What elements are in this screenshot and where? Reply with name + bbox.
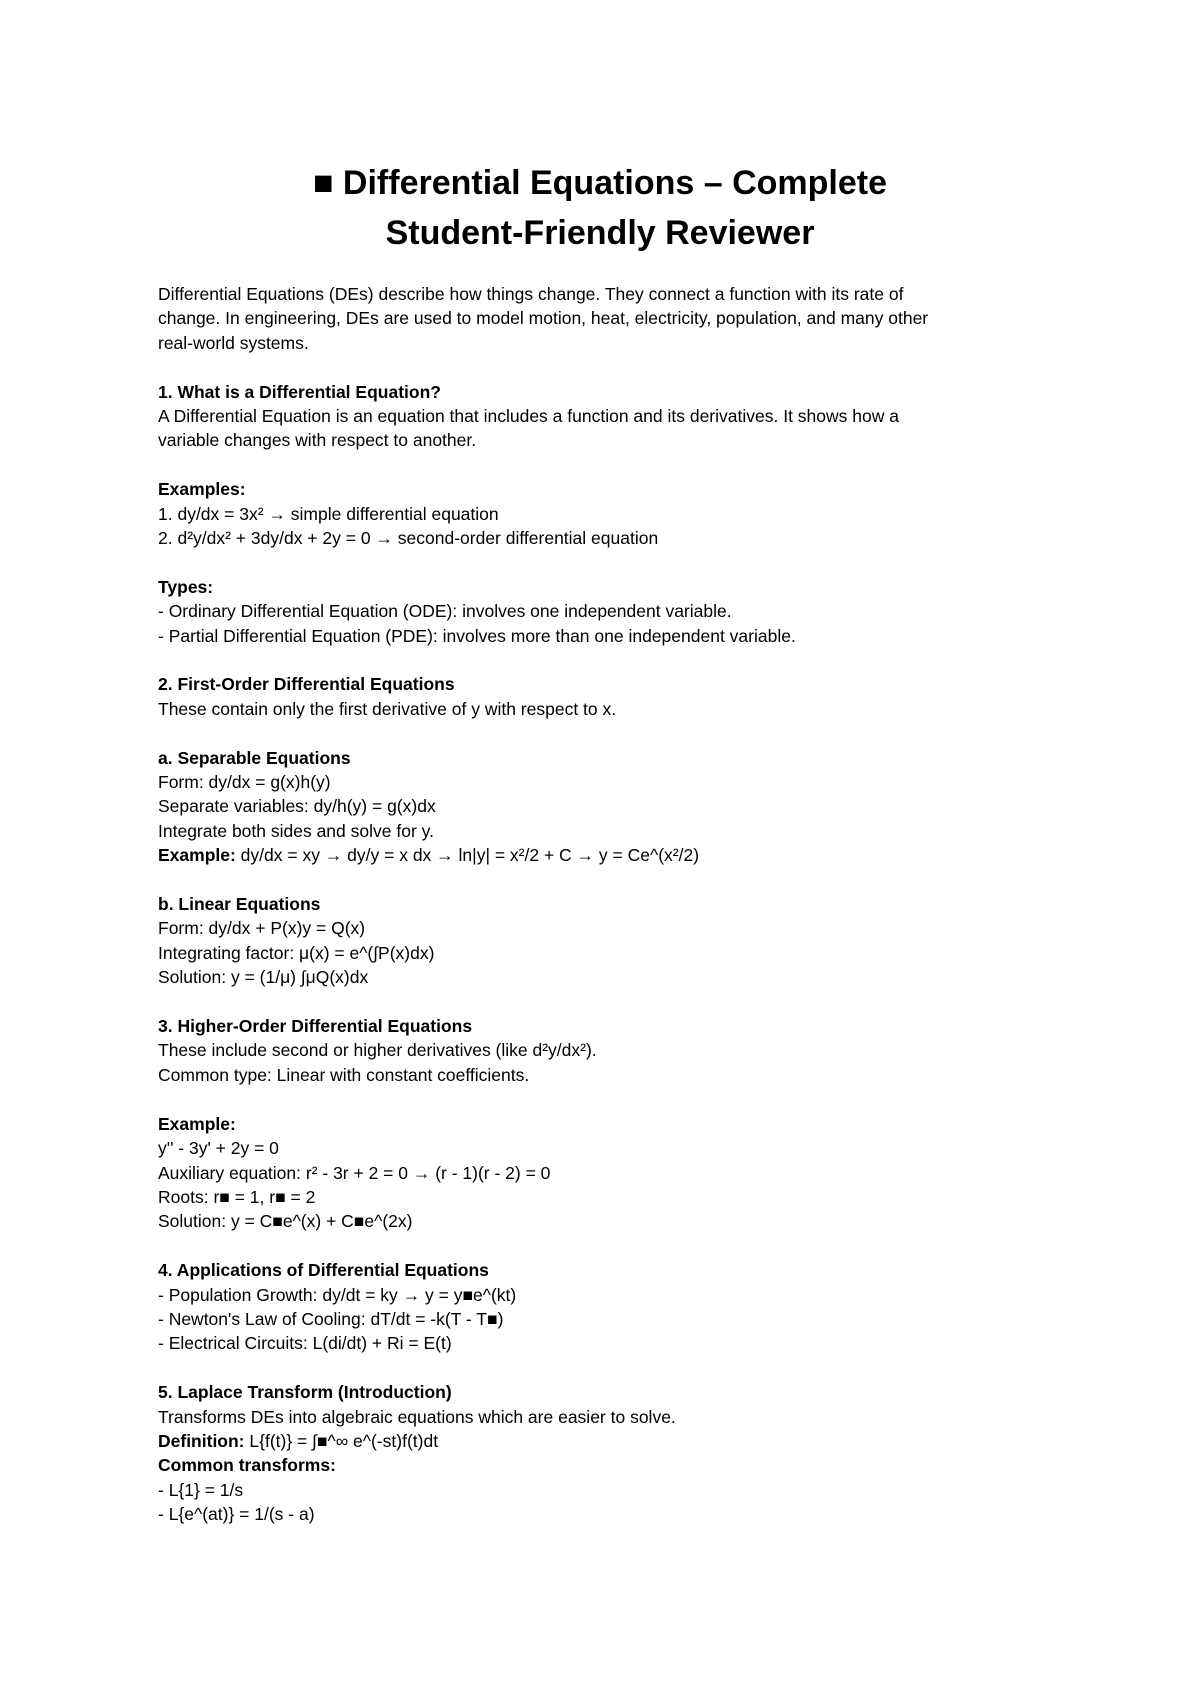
- types-heading: Types:: [158, 576, 214, 597]
- section-3-example-line: Auxiliary equation: r² - 3r + 2 = 0 → (r - 1)(r - 2) = 0: [158, 1162, 551, 1183]
- separable-line: Form: dy/dx = g(x)h(y): [158, 772, 331, 793]
- section-4-heading: 4. Applications of Differential Equations: [158, 1260, 489, 1281]
- section-3-example-line: y'' - 3y' + 2y = 0: [158, 1138, 279, 1159]
- separable-line: Separate variables: dy/h(y) = g(x)dx: [158, 796, 436, 817]
- section-3-example-line: Roots: r■ = 1, r■ = 2: [158, 1186, 316, 1207]
- example-item: 1. dy/dx = 3x² → simple differential equation: [158, 503, 499, 524]
- section-3-example-line: Solution: y = C■e^(x) + C■e^(2x): [158, 1211, 413, 1232]
- linear-line: Solution: y = (1/μ) ∫μQ(x)dx: [158, 967, 369, 988]
- intro-line: real-world systems.: [158, 332, 309, 353]
- transform-item: - L{e^(at)} = 1/(s - a): [158, 1504, 315, 1525]
- type-item: - Ordinary Differential Equation (ODE): involves one independent variable.: [158, 601, 732, 622]
- example-text: dy/dx = xy → dy/y = x dx → ln|y| = x²/2 + C → y = Ce^(x²/2): [235, 845, 700, 866]
- linear-line: Integrating factor: μ(x) = e^(∫P(x)dx): [158, 942, 435, 963]
- section-2-heading: 2. First-Order Differential Equations: [158, 674, 455, 695]
- section-1-heading: 1. What is a Differential Equation?: [158, 381, 441, 402]
- section-3-example-heading: Example:: [158, 1113, 236, 1134]
- section-3-heading: 3. Higher-Order Differential Equations: [158, 1016, 473, 1037]
- intro-paragraph: [158, 282, 1058, 355]
- section-1-text: A Differential Equation is an equation that includes a function and its derivatives. It shows how a: [158, 406, 899, 427]
- section-1-text: variable changes with respect to another.: [158, 430, 477, 451]
- section-3-text: Common type: Linear with constant coefficients.: [158, 1064, 530, 1085]
- section-5-heading: 5. Laplace Transform (Introduction): [158, 1382, 452, 1403]
- title-line-1: ■ Differential Equations – Complete: [312, 164, 888, 202]
- laplace-definition: [158, 1429, 1058, 1453]
- type-item: - Partial Differential Equation (PDE): involves more than one independent variable.: [158, 625, 796, 646]
- transforms-heading: Common transforms:: [158, 1455, 336, 1476]
- title-line-2: Student-Friendly Reviewer: [385, 214, 815, 252]
- transform-item: - L{1} = 1/s: [158, 1479, 244, 1500]
- linear-line: Form: dy/dx + P(x)y = Q(x): [158, 918, 366, 939]
- intro-line: change. In engineering, DEs are used to model motion, heat, electricity, population, and many other: [158, 308, 929, 329]
- example-item: 2. d²y/dx² + 3dy/dx + 2y = 0 → second-order differential equation: [158, 528, 659, 549]
- section-3-text: These include second or higher derivatives (like d²y/dx²).: [158, 1040, 597, 1061]
- document-body: [158, 282, 1058, 1527]
- separable-heading: a. Separable Equations: [158, 747, 351, 768]
- linear-heading: b. Linear Equations: [158, 894, 321, 915]
- example-label: Example:: [158, 845, 236, 866]
- section-5-text: Transforms DEs into algebraic equations which are easier to solve.: [158, 1406, 676, 1427]
- definition-label: Definition:: [158, 1430, 245, 1451]
- separable-example: [158, 843, 1058, 867]
- definition-text: L{f(t)} = ∫■^∞ e^(-st)f(t)dt: [244, 1430, 439, 1451]
- separable-line: Integrate both sides and solve for y.: [158, 820, 434, 841]
- section-2-text: These contain only the first derivative of y with respect to x.: [158, 698, 617, 719]
- application-item: - Newton's Law of Cooling: dT/dt = -k(T - T■): [158, 1308, 504, 1329]
- intro-line: Differential Equations (DEs) describe how things change. They connect a function with its rate of: [158, 284, 904, 304]
- application-item: - Electrical Circuits: L(di/dt) + Ri = E(t): [158, 1333, 452, 1354]
- document-title: [0, 158, 1200, 258]
- examples-heading: Examples:: [158, 479, 246, 500]
- application-item: - Population Growth: dy/dt = ky → y = y■e^(kt): [158, 1284, 517, 1305]
